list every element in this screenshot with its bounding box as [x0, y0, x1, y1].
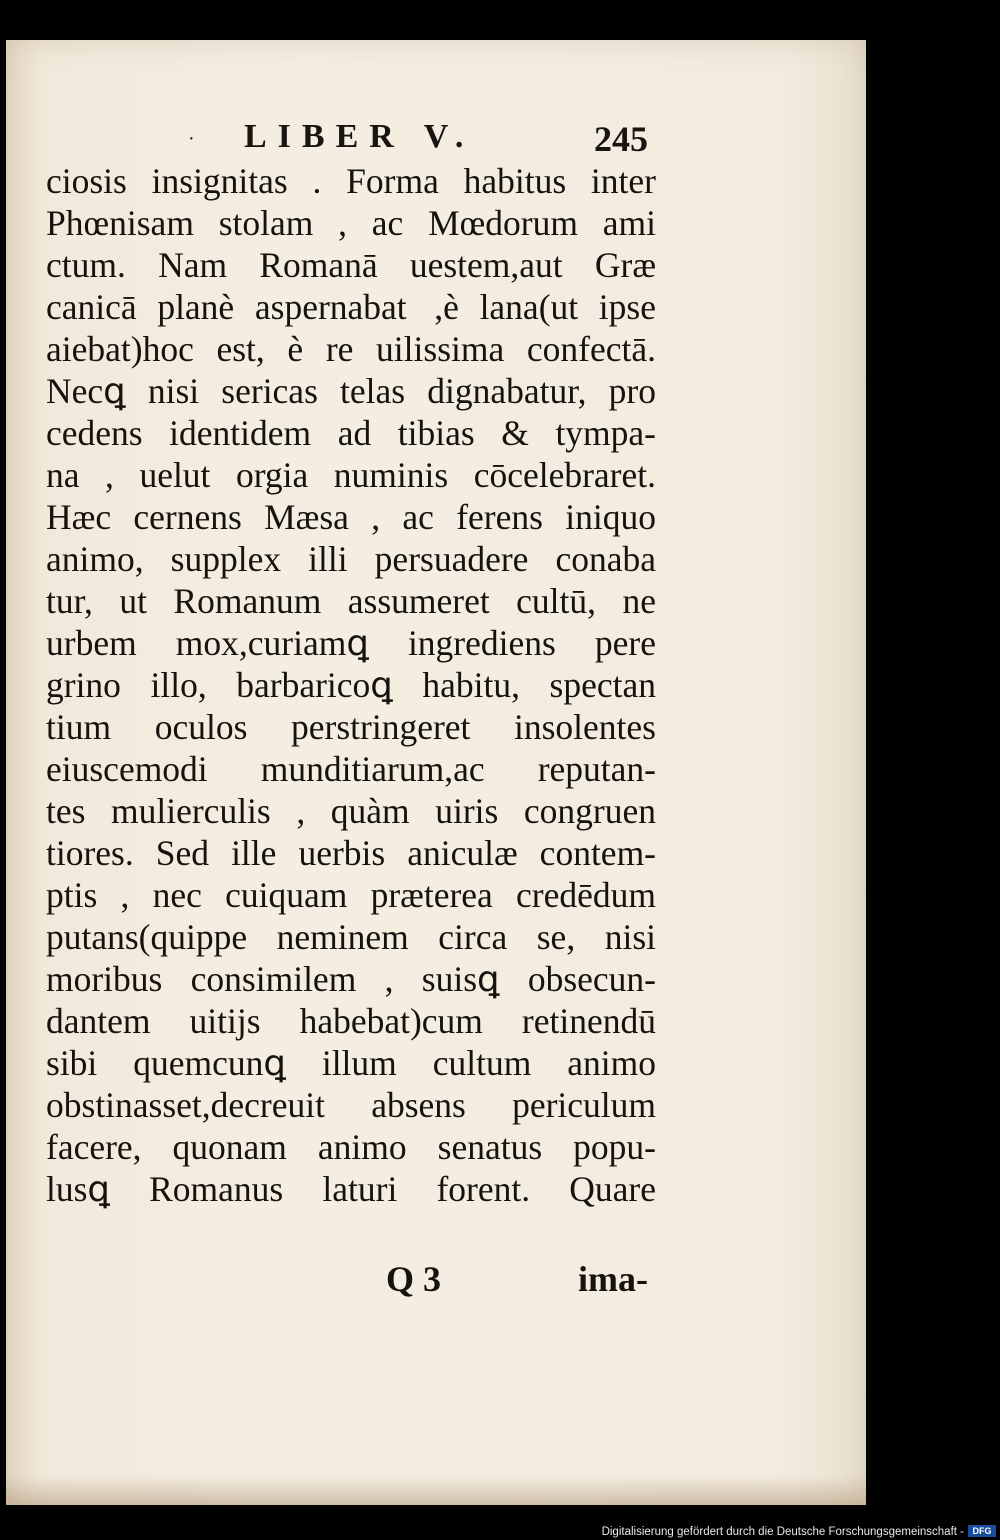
text-line: aiebat)hoc est, è re uilissima confectā. [46, 329, 656, 369]
running-head-ornament: · [188, 128, 195, 150]
text-line: tium oculos perstringeret insolentes [46, 707, 656, 747]
text-line: sibi quemcunꝗ illum cultum animo [46, 1043, 656, 1083]
text-line: obstinasset,decreuit absens periculum [46, 1085, 656, 1125]
digitization-credit: Digitalisierung gefördert durch die Deutsche Forschungsgemeinschaft - [601, 1526, 964, 1538]
text-line: moribus consimilem , suisꝗ obsecun- [46, 959, 656, 999]
signature-mark: Q 3 [386, 1259, 442, 1299]
text-line: lusꝗ Romanus laturi forent. Quare [46, 1169, 656, 1209]
dfg-logo: DFG [968, 1525, 996, 1537]
text-line: facere, quonam animo senatus popu- [46, 1127, 656, 1167]
text-line: ptis , nec cuiquam præterea credēdum [46, 875, 656, 915]
text-line: na , uelut orgia numinis cōcelebraret. [46, 455, 656, 495]
page-number: 245 [594, 119, 648, 159]
catchword: ima- [578, 1259, 648, 1299]
text-line: dantem uitijs habebat)cum retinendū [46, 1001, 656, 1041]
text-line: ciosis insignitas . Forma habitus inter [46, 161, 656, 201]
running-head: LIBER V. [244, 118, 475, 155]
text-line: canicā planè aspernabatᷣ,è lana(ut ipse [46, 287, 656, 327]
book-page [6, 40, 866, 1505]
text-line: ctum. Nam Romanā uestem,aut Græ [46, 245, 656, 285]
text-line: cedens identidem ad tibias & tympa- [46, 413, 656, 453]
page-header [6, 118, 866, 158]
text-line: putans(quippe neminem circa se, nisi [46, 917, 656, 957]
text-line: urbem mox,curiamꝗ ingrediens pere [46, 623, 656, 663]
text-line: tur, ut Romanum assumeret cultū, ne [46, 581, 656, 621]
text-line: eiuscemodi munditiarum,ac reputan- [46, 749, 656, 789]
main-text-block [46, 160, 656, 1210]
text-line: Hæc cernens Mæsa , ac ferens iniquo [46, 497, 656, 537]
text-line: tiores. Sed ille uerbis aniculæ contem- [46, 833, 656, 873]
text-line: grino illo, barbaricoꝗ habitu, spectan [46, 665, 656, 705]
text-line: animo, supplex illi persuadere conaba [46, 539, 656, 579]
text-line: Phœnisam stolam , ac Mœdorum ami [46, 203, 656, 243]
text-line: tes mulierculis , quàm uiris congruen [46, 791, 656, 831]
page-edge-shadow [6, 1475, 866, 1505]
text-line: Necꝗ nisi sericas telas dignabatur, pro [46, 371, 656, 411]
page-footer [6, 1258, 866, 1304]
